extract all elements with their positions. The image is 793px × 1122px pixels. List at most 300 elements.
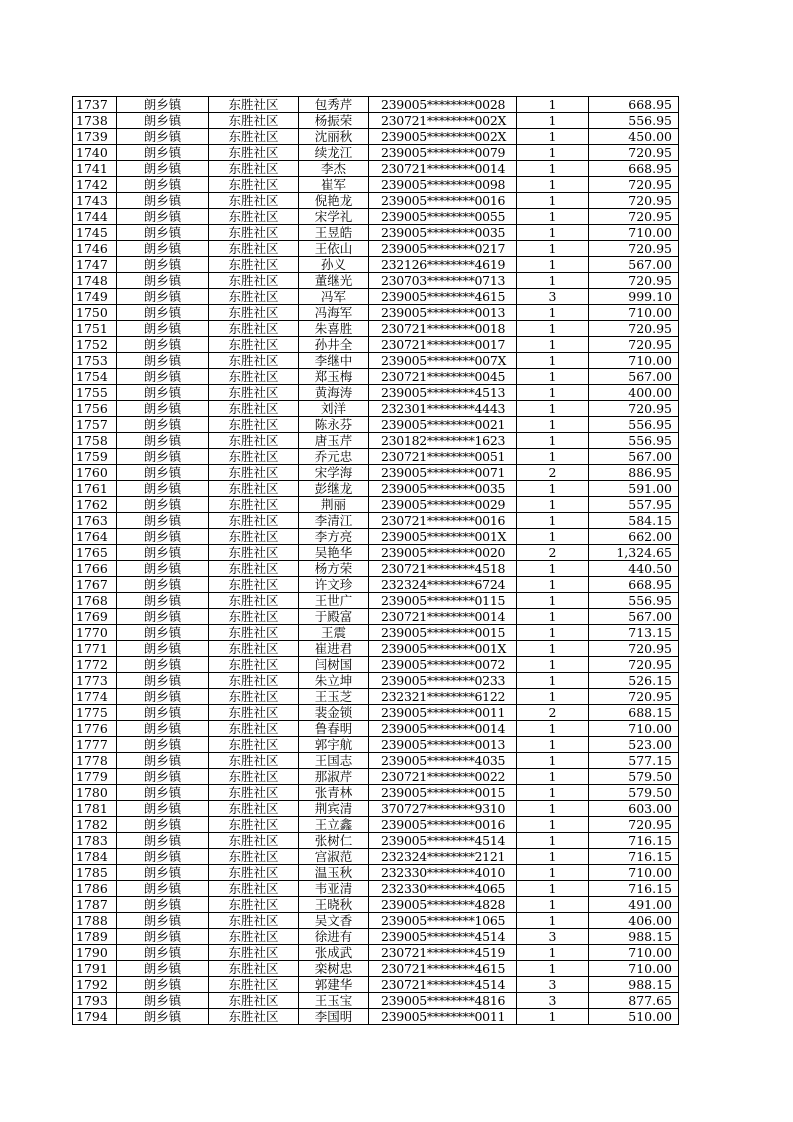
community-cell: 东胜社区: [209, 833, 299, 849]
amount-cell: 1,324.65: [589, 545, 679, 561]
name-cell: 李清江: [299, 513, 369, 529]
id-number-cell: 239005********4513: [369, 385, 517, 401]
town-cell: 朗乡镇: [117, 897, 209, 913]
community-cell: 东胜社区: [209, 929, 299, 945]
count-cell: 1: [517, 257, 589, 273]
count-cell: 1: [517, 305, 589, 321]
id-number-cell: 239005********0079: [369, 145, 517, 161]
town-cell: 朗乡镇: [117, 929, 209, 945]
town-cell: 朗乡镇: [117, 497, 209, 513]
id-number-cell: 239005********0020: [369, 545, 517, 561]
count-cell: 1: [517, 497, 589, 513]
community-cell: 东胜社区: [209, 401, 299, 417]
town-cell: 朗乡镇: [117, 641, 209, 657]
community-cell: 东胜社区: [209, 593, 299, 609]
community-cell: 东胜社区: [209, 545, 299, 561]
row-number: 1775: [73, 705, 117, 721]
community-cell: 东胜社区: [209, 753, 299, 769]
id-number-cell: 239005********001X: [369, 529, 517, 545]
town-cell: 朗乡镇: [117, 385, 209, 401]
row-number: 1793: [73, 993, 117, 1009]
town-cell: 朗乡镇: [117, 977, 209, 993]
count-cell: 1: [517, 961, 589, 977]
row-number: 1756: [73, 401, 117, 417]
town-cell: 朗乡镇: [117, 369, 209, 385]
name-cell: 李方亮: [299, 529, 369, 545]
id-number-cell: 239005********0115: [369, 593, 517, 609]
records-table: [72, 96, 679, 1025]
table-row: [73, 865, 679, 881]
town-cell: 朗乡镇: [117, 817, 209, 833]
row-number: 1781: [73, 801, 117, 817]
amount-cell: 491.00: [589, 897, 679, 913]
name-cell: 许文珍: [299, 577, 369, 593]
name-cell: 张青林: [299, 785, 369, 801]
amount-cell: 710.00: [589, 721, 679, 737]
community-cell: 东胜社区: [209, 209, 299, 225]
id-number-cell: 239005********0015: [369, 785, 517, 801]
id-number-cell: 239005********0015: [369, 625, 517, 641]
name-cell: 刘洋: [299, 401, 369, 417]
amount-cell: 440.50: [589, 561, 679, 577]
amount-cell: 720.95: [589, 401, 679, 417]
community-cell: 东胜社区: [209, 385, 299, 401]
town-cell: 朗乡镇: [117, 913, 209, 929]
row-number: 1743: [73, 193, 117, 209]
id-number-cell: 232321********6122: [369, 689, 517, 705]
name-cell: 杨振荣: [299, 113, 369, 129]
town-cell: 朗乡镇: [117, 737, 209, 753]
town-cell: 朗乡镇: [117, 97, 209, 113]
community-cell: 东胜社区: [209, 129, 299, 145]
table-row: [73, 305, 679, 321]
count-cell: 1: [517, 225, 589, 241]
table-row: [73, 257, 679, 273]
row-number: 1792: [73, 977, 117, 993]
name-cell: 郭建华: [299, 977, 369, 993]
amount-cell: 710.00: [589, 961, 679, 977]
id-number-cell: 239005********4035: [369, 753, 517, 769]
count-cell: 1: [517, 625, 589, 641]
community-cell: 东胜社区: [209, 97, 299, 113]
town-cell: 朗乡镇: [117, 193, 209, 209]
name-cell: 冯军: [299, 289, 369, 305]
id-number-cell: 239005********007X: [369, 353, 517, 369]
id-number-cell: 230721********0051: [369, 449, 517, 465]
count-cell: 3: [517, 993, 589, 1009]
row-number: 1752: [73, 337, 117, 353]
town-cell: 朗乡镇: [117, 593, 209, 609]
row-number: 1761: [73, 481, 117, 497]
community-cell: 东胜社区: [209, 529, 299, 545]
count-cell: 1: [517, 113, 589, 129]
table-row: [73, 561, 679, 577]
row-number: 1772: [73, 657, 117, 673]
name-cell: 倪艳龙: [299, 193, 369, 209]
count-cell: 1: [517, 721, 589, 737]
table-row: [73, 881, 679, 897]
row-number: 1751: [73, 321, 117, 337]
count-cell: 1: [517, 753, 589, 769]
row-number: 1785: [73, 865, 117, 881]
row-number: 1759: [73, 449, 117, 465]
id-number-cell: 239005********0011: [369, 1009, 517, 1025]
amount-cell: 668.95: [589, 577, 679, 593]
row-number: 1740: [73, 145, 117, 161]
count-cell: 1: [517, 209, 589, 225]
count-cell: 1: [517, 769, 589, 785]
row-number: 1742: [73, 177, 117, 193]
table-row: [73, 673, 679, 689]
name-cell: 吴艳华: [299, 545, 369, 561]
table-row: [73, 753, 679, 769]
table-row: [73, 961, 679, 977]
amount-cell: 710.00: [589, 305, 679, 321]
community-cell: 东胜社区: [209, 353, 299, 369]
table-row: [73, 593, 679, 609]
table-row: [73, 833, 679, 849]
table-row: [73, 785, 679, 801]
row-number: 1786: [73, 881, 117, 897]
community-cell: 东胜社区: [209, 881, 299, 897]
id-number-cell: 239005********0233: [369, 673, 517, 689]
amount-cell: 557.95: [589, 497, 679, 513]
count-cell: 1: [517, 321, 589, 337]
row-number: 1763: [73, 513, 117, 529]
count-cell: 1: [517, 881, 589, 897]
id-number-cell: 232330********4010: [369, 865, 517, 881]
community-cell: 东胜社区: [209, 913, 299, 929]
table-row: [73, 481, 679, 497]
table-row: [73, 545, 679, 561]
name-cell: 温玉秋: [299, 865, 369, 881]
community-cell: 东胜社区: [209, 865, 299, 881]
amount-cell: 710.00: [589, 353, 679, 369]
name-cell: 栾树忠: [299, 961, 369, 977]
table-row: [73, 401, 679, 417]
amount-cell: 556.95: [589, 593, 679, 609]
community-cell: 东胜社区: [209, 817, 299, 833]
name-cell: 王立鑫: [299, 817, 369, 833]
community-cell: 东胜社区: [209, 673, 299, 689]
count-cell: 1: [517, 513, 589, 529]
table-row: [73, 801, 679, 817]
row-number: 1778: [73, 753, 117, 769]
table-row: [73, 705, 679, 721]
name-cell: 裴金锁: [299, 705, 369, 721]
name-cell: 郑玉梅: [299, 369, 369, 385]
row-number: 1748: [73, 273, 117, 289]
row-number: 1765: [73, 545, 117, 561]
community-cell: 东胜社区: [209, 849, 299, 865]
table-row: [73, 417, 679, 433]
row-number: 1782: [73, 817, 117, 833]
amount-cell: 710.00: [589, 945, 679, 961]
town-cell: 朗乡镇: [117, 289, 209, 305]
name-cell: 徐进有: [299, 929, 369, 945]
town-cell: 朗乡镇: [117, 769, 209, 785]
amount-cell: 556.95: [589, 113, 679, 129]
amount-cell: 579.50: [589, 785, 679, 801]
count-cell: 1: [517, 833, 589, 849]
town-cell: 朗乡镇: [117, 993, 209, 1009]
row-number: 1755: [73, 385, 117, 401]
town-cell: 朗乡镇: [117, 417, 209, 433]
id-number-cell: 239005********0029: [369, 497, 517, 513]
amount-cell: 720.95: [589, 641, 679, 657]
amount-cell: 688.15: [589, 705, 679, 721]
name-cell: 王国志: [299, 753, 369, 769]
row-number: 1770: [73, 625, 117, 641]
id-number-cell: 230721********4518: [369, 561, 517, 577]
amount-cell: 668.95: [589, 161, 679, 177]
table-row: [73, 193, 679, 209]
table-row: [73, 113, 679, 129]
community-cell: 东胜社区: [209, 977, 299, 993]
id-number-cell: 230721********4615: [369, 961, 517, 977]
community-cell: 东胜社区: [209, 993, 299, 1009]
amount-cell: 567.00: [589, 257, 679, 273]
name-cell: 黄海涛: [299, 385, 369, 401]
amount-cell: 584.15: [589, 513, 679, 529]
count-cell: 1: [517, 401, 589, 417]
amount-cell: 567.00: [589, 449, 679, 465]
table-row: [73, 977, 679, 993]
count-cell: 1: [517, 385, 589, 401]
row-number: 1773: [73, 673, 117, 689]
count-cell: 1: [517, 273, 589, 289]
amount-cell: 720.95: [589, 817, 679, 833]
count-cell: 1: [517, 145, 589, 161]
community-cell: 东胜社区: [209, 481, 299, 497]
community-cell: 东胜社区: [209, 801, 299, 817]
table-row: [73, 1009, 679, 1025]
table-row: [73, 369, 679, 385]
count-cell: 1: [517, 785, 589, 801]
row-number: 1783: [73, 833, 117, 849]
amount-cell: 450.00: [589, 129, 679, 145]
table-row: [73, 721, 679, 737]
amount-cell: 523.00: [589, 737, 679, 753]
town-cell: 朗乡镇: [117, 241, 209, 257]
community-cell: 东胜社区: [209, 337, 299, 353]
town-cell: 朗乡镇: [117, 609, 209, 625]
row-number: 1737: [73, 97, 117, 113]
town-cell: 朗乡镇: [117, 161, 209, 177]
name-cell: 韦亚清: [299, 881, 369, 897]
table-row: [73, 849, 679, 865]
row-number: 1747: [73, 257, 117, 273]
community-cell: 东胜社区: [209, 641, 299, 657]
amount-cell: 720.95: [589, 145, 679, 161]
community-cell: 东胜社区: [209, 305, 299, 321]
town-cell: 朗乡镇: [117, 465, 209, 481]
name-cell: 王玉宝: [299, 993, 369, 1009]
id-number-cell: 239005********0014: [369, 721, 517, 737]
id-number-cell: 230721********4519: [369, 945, 517, 961]
table-row: [73, 465, 679, 481]
row-number: 1750: [73, 305, 117, 321]
row-number: 1776: [73, 721, 117, 737]
row-number: 1790: [73, 945, 117, 961]
count-cell: 2: [517, 705, 589, 721]
name-cell: 张成武: [299, 945, 369, 961]
count-cell: 1: [517, 801, 589, 817]
row-number: 1739: [73, 129, 117, 145]
town-cell: 朗乡镇: [117, 1009, 209, 1025]
row-number: 1753: [73, 353, 117, 369]
town-cell: 朗乡镇: [117, 833, 209, 849]
table-row: [73, 625, 679, 641]
community-cell: 东胜社区: [209, 433, 299, 449]
id-number-cell: 239005********0098: [369, 177, 517, 193]
name-cell: 鲁春明: [299, 721, 369, 737]
amount-cell: 662.00: [589, 529, 679, 545]
row-number: 1788: [73, 913, 117, 929]
id-number-cell: 239005********4816: [369, 993, 517, 1009]
community-cell: 东胜社区: [209, 705, 299, 721]
name-cell: 陈永芬: [299, 417, 369, 433]
count-cell: 1: [517, 673, 589, 689]
row-number: 1749: [73, 289, 117, 305]
id-number-cell: 232301********4443: [369, 401, 517, 417]
name-cell: 包秀芹: [299, 97, 369, 113]
row-number: 1738: [73, 113, 117, 129]
name-cell: 董继光: [299, 273, 369, 289]
amount-cell: 720.95: [589, 337, 679, 353]
community-cell: 东胜社区: [209, 961, 299, 977]
id-number-cell: 230721********0017: [369, 337, 517, 353]
amount-cell: 567.00: [589, 369, 679, 385]
id-number-cell: 239005********0028: [369, 97, 517, 113]
community-cell: 东胜社区: [209, 785, 299, 801]
town-cell: 朗乡镇: [117, 657, 209, 673]
table-row: [73, 513, 679, 529]
table-row: [73, 609, 679, 625]
count-cell: 1: [517, 97, 589, 113]
id-number-cell: 239005********0016: [369, 817, 517, 833]
amount-cell: 720.95: [589, 273, 679, 289]
row-number: 1767: [73, 577, 117, 593]
row-number: 1757: [73, 417, 117, 433]
name-cell: 那淑芹: [299, 769, 369, 785]
name-cell: 宫淑范: [299, 849, 369, 865]
amount-cell: 720.95: [589, 321, 679, 337]
amount-cell: 668.95: [589, 97, 679, 113]
name-cell: 续龙江: [299, 145, 369, 161]
table-row: [73, 273, 679, 289]
community-cell: 东胜社区: [209, 577, 299, 593]
name-cell: 郭宇航: [299, 737, 369, 753]
community-cell: 东胜社区: [209, 561, 299, 577]
town-cell: 朗乡镇: [117, 177, 209, 193]
community-cell: 东胜社区: [209, 193, 299, 209]
count-cell: 1: [517, 609, 589, 625]
name-cell: 王震: [299, 625, 369, 641]
id-number-cell: 239005********0011: [369, 705, 517, 721]
name-cell: 唐玉芹: [299, 433, 369, 449]
community-cell: 东胜社区: [209, 273, 299, 289]
id-number-cell: 230703********0713: [369, 273, 517, 289]
id-number-cell: 230721********002X: [369, 113, 517, 129]
community-cell: 东胜社区: [209, 625, 299, 641]
table-row: [73, 177, 679, 193]
row-number: 1760: [73, 465, 117, 481]
id-number-cell: 239005********0021: [369, 417, 517, 433]
amount-cell: 720.95: [589, 209, 679, 225]
id-number-cell: 239005********4615: [369, 289, 517, 305]
id-number-cell: 232324********6724: [369, 577, 517, 593]
count-cell: 1: [517, 689, 589, 705]
id-number-cell: 230721********4514: [369, 977, 517, 993]
table-body: [73, 97, 679, 1025]
count-cell: 3: [517, 929, 589, 945]
row-number: 1769: [73, 609, 117, 625]
name-cell: 于殿富: [299, 609, 369, 625]
amount-cell: 988.15: [589, 929, 679, 945]
id-number-cell: 230721********0045: [369, 369, 517, 385]
name-cell: 闫树国: [299, 657, 369, 673]
town-cell: 朗乡镇: [117, 945, 209, 961]
table-row: [73, 337, 679, 353]
name-cell: 荆宾清: [299, 801, 369, 817]
name-cell: 王昱皓: [299, 225, 369, 241]
table-row: [73, 321, 679, 337]
name-cell: 王玉芝: [299, 689, 369, 705]
amount-cell: 988.15: [589, 977, 679, 993]
amount-cell: 710.00: [589, 225, 679, 241]
town-cell: 朗乡镇: [117, 113, 209, 129]
row-number: 1771: [73, 641, 117, 657]
town-cell: 朗乡镇: [117, 689, 209, 705]
town-cell: 朗乡镇: [117, 881, 209, 897]
community-cell: 东胜社区: [209, 465, 299, 481]
community-cell: 东胜社区: [209, 417, 299, 433]
community-cell: 东胜社区: [209, 241, 299, 257]
town-cell: 朗乡镇: [117, 577, 209, 593]
table-row: [73, 817, 679, 833]
amount-cell: 556.95: [589, 417, 679, 433]
amount-cell: 720.95: [589, 657, 679, 673]
amount-cell: 716.15: [589, 849, 679, 865]
community-cell: 东胜社区: [209, 609, 299, 625]
community-cell: 东胜社区: [209, 321, 299, 337]
name-cell: 吴文香: [299, 913, 369, 929]
community-cell: 东胜社区: [209, 289, 299, 305]
table-row: [73, 529, 679, 545]
community-cell: 东胜社区: [209, 257, 299, 273]
town-cell: 朗乡镇: [117, 849, 209, 865]
town-cell: 朗乡镇: [117, 353, 209, 369]
id-number-cell: 239005********0013: [369, 737, 517, 753]
row-number: 1744: [73, 209, 117, 225]
amount-cell: 716.15: [589, 833, 679, 849]
table-row: [73, 641, 679, 657]
community-cell: 东胜社区: [209, 369, 299, 385]
id-number-cell: 239005********4514: [369, 929, 517, 945]
community-cell: 东胜社区: [209, 1009, 299, 1025]
id-number-cell: 239005********0055: [369, 209, 517, 225]
name-cell: 乔元忠: [299, 449, 369, 465]
name-cell: 孙义: [299, 257, 369, 273]
amount-cell: 591.00: [589, 481, 679, 497]
table-row: [73, 353, 679, 369]
town-cell: 朗乡镇: [117, 145, 209, 161]
community-cell: 东胜社区: [209, 145, 299, 161]
community-cell: 东胜社区: [209, 689, 299, 705]
row-number: 1758: [73, 433, 117, 449]
count-cell: 3: [517, 977, 589, 993]
